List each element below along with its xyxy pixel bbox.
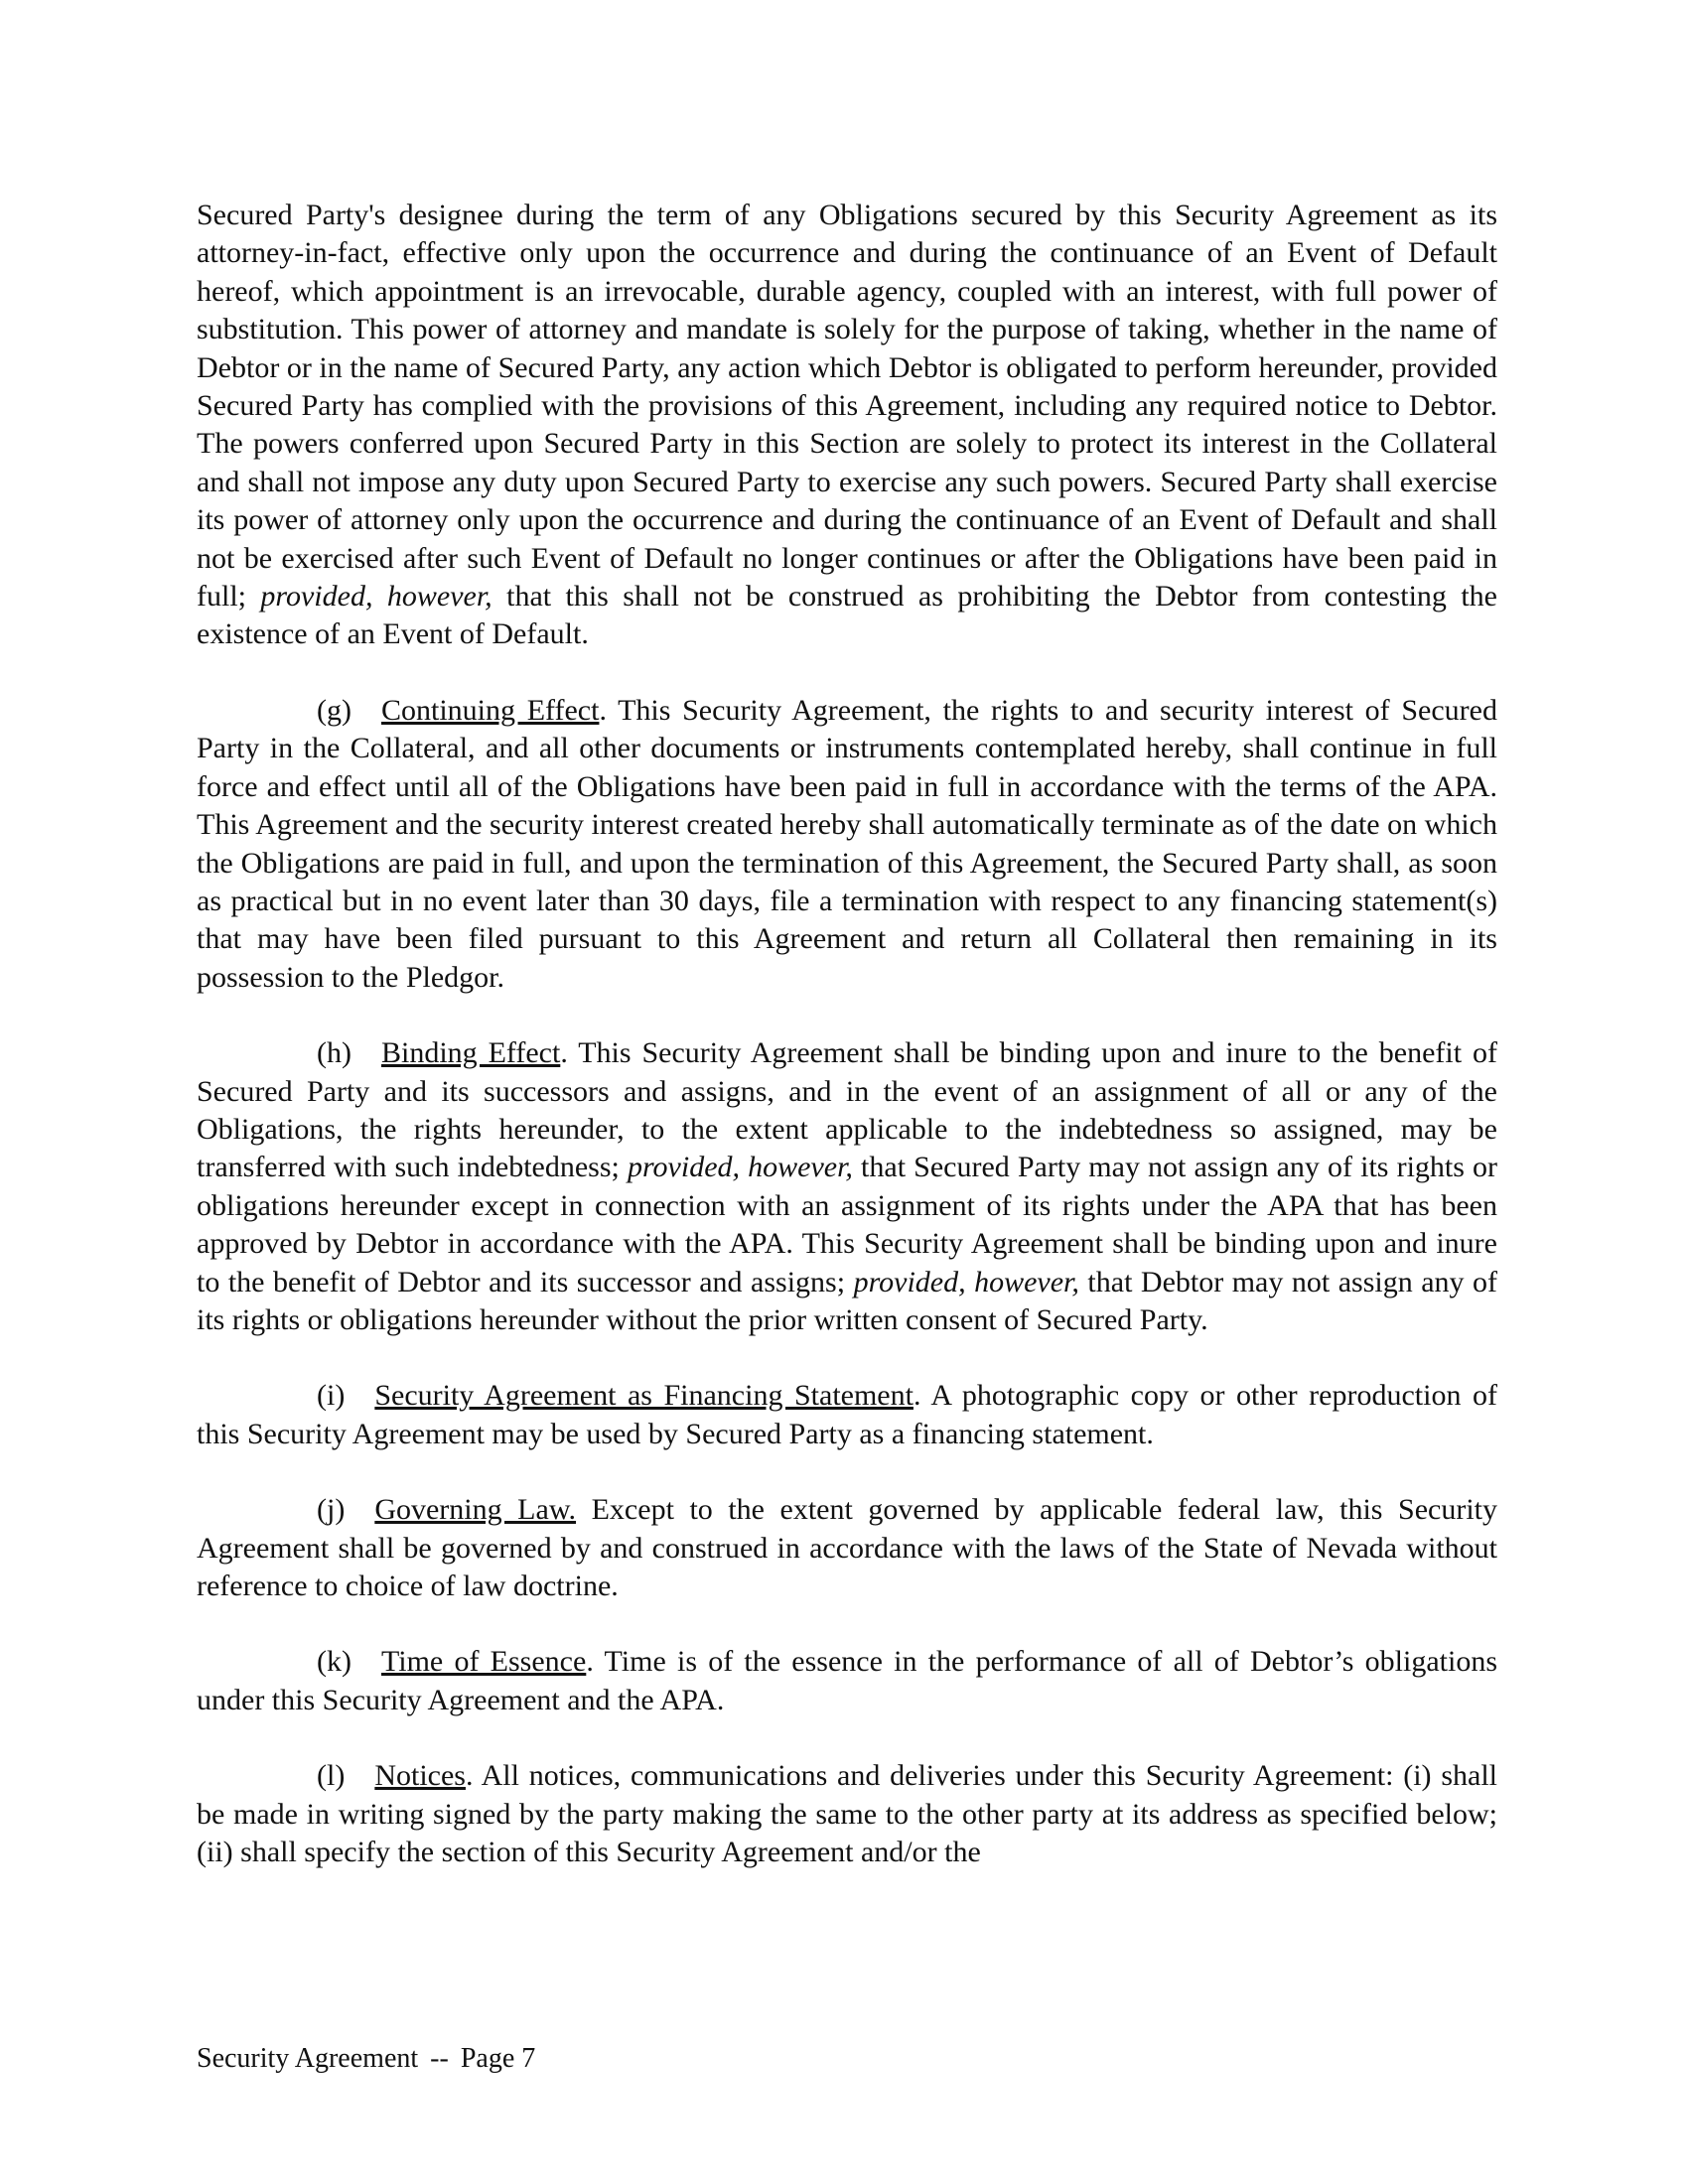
section-k: (k) Time of Essence. Time is of the essence in the performance of all of Debtor’s obligations under this Security Agreement and the APA. [197,1645,1497,1716]
section-l: (l) Notices. All notices, communications and deliveries under this Security Agreement: (i) shall be made in writing signed by the party making the same to the other party at its address as specified below; (ii) shall specify the section of this Security Agreement and/or the [197,1759,1497,1869]
section-heading: Binding Effect [380,1036,561,1070]
paragraph-power-of-attorney [197,197,1497,654]
section-g: (g) Continuing Effect. This Security Agreement, the rights to and security interest of Secured Party in the Collateral, and all other documents or instruments contemplated hereby, shall continue in full force and effect until all of the Obligations have been paid in full in accordance with the terms of the APA. This Agreement and the security interest created hereby shall automatically terminate as of the date on which the Obligations are paid in full, and upon the termination of this Agreement, the Secured Party shall, as soon as practical but in no event later than 30 days, file a termination with respect to any financing statement(s) that may have been filed pursuant to this Agreement and return all Collateral then remaining in its possession to the Pledgor. [197,693,1497,994]
section-heading: Security Agreement as Financing Statement [374,1379,914,1413]
footer-title: Security Agreement [197,2043,419,2074]
footer-page-number: Page 7 [460,2043,536,2074]
section-label: (k) [317,1645,352,1679]
section-text: This Security Agreement, the rights to and security interest of Secured Party in the Collateral, and all other documents or instruments contemplated hereby, shall continue in full force and effect until all of the Obligations have been paid in full in accordance with the terms of the APA. This Agreement and the security interest created hereby shall automatically terminate as of the date on which the Obligations are paid in full, and upon the termination of this Agreement, the Secured Party shall, as soon as practical but in no event later than 30 days, file a termination with respect to any financing statement(s) that may have been filed pursuant to this Agreement and return all Collateral then remaining in its possession to the Pledgor. [197,693,1497,994]
section-i: (i) Security Agreement as Financing Statement. A photographic copy or other reproduction of this Security Agreement may be used by Secured Party as a financing statement. [197,1379,1497,1450]
italic-proviso: provided, however, [627,1151,853,1184]
paragraph-text: Secured Party's designee during the term of any Obligations secured by this Security Agreement as its attorney-in-fact, effective only upon the occurrence and during the continuance of an Event of Default hereof, which appointment is an irrevocable, durable agency, coupled with an interest, with full power of substitution. This power of attorney and mandate is solely for the purpose of taking, whether in the name of Debtor or in the name of Secured Party, any action which Debtor is obligated to perform hereunder, provided Secured Party has complied with the provisions of this Agreement, including any required notice to Debtor. The powers conferred upon Secured Party in this Section are solely to protect its interest in the Collateral and shall not impose any duty upon Secured Party to exercise any such powers. Secured Party shall exercise its power of attorney only upon the occurrence and during the continuance of an Event of Default and shall not be exercised after such Event of Default no longer continues or after the Obligations have been paid in full; [197,199,1497,614]
section-label: (h) [317,1036,352,1070]
section-text: A photographic copy or other reproduction of this Security Agreement may be used by Secured Party as a financing statement. [197,1379,1497,1450]
section-text: All notices, communications and deliveries under this Security Agreement: (i) shall be made in writing signed by the party making the same to the other party at its address as specified below; (ii) shall specify the section of this Security Agreement and/or the [197,1759,1497,1869]
italic-proviso: provided, however, [260,580,492,614]
section-h: (h) Binding Effect. This Security Agreement shall be binding upon and inure to the benefit of Secured Party and its successors and assigns, and in the event of an assignment of all or any of the Obligations, the rights hereunder, to the extent applicable to the indebtedness so assigned, may be transferred with such indebtedness; provided, however, that Secured Party may not assign any of its rights or obligations hereunder except in connection with an assignment of its rights under the APA that has been approved by Debtor in accordance with the APA. This Security Agreement shall be binding upon and inure to the benefit of Debtor and its successor and assigns; provided, however, that Debtor may not assign any of its rights or obligations hereunder without the prior written consent of Secured Party. [197,1036,1498,1336]
section-heading: Continuing Effect [380,693,600,727]
italic-proviso: provided, however, [853,1265,1079,1298]
footer-separator: -- [430,2043,449,2074]
section-label: (i) [317,1379,346,1413]
section-label: (g) [317,693,352,727]
document-body [197,197,1497,1871]
section-text: This Security Agreement shall be binding upon and inure to the benefit of Secured Party and its successors and assigns, and in the event of an assignment of all or any of the Obligations, the rights hereunder, to the extent applicable to the indebtedness so assigned, may be transferred with such indebtedness; [197,1036,1497,1184]
section-j [197,1491,1497,1605]
paragraph-text: that this shall not be construed as prohibiting the Debtor from contesting the existence of an Event of Default. [197,580,1497,651]
section-text: that Secured Party may not assign any of its rights or obligations hereunder except in connection with an assignment of its rights under the APA that has been approved by Debtor in accordance with the APA. This Security Agreement shall be binding upon and inure to the benefit of Debtor and its successor and assigns; [197,1151,1498,1298]
section-heading: Time of Essence [380,1645,587,1679]
page-footer [197,2043,535,2075]
section-text: Except to the extent governed by applicable federal law, this Security Agreement shall be governed by and construed in accordance with the laws of the State of Nevada without reference to choice of law doctrine. [197,1493,1498,1602]
section-heading: Notices [374,1759,466,1793]
section-text: Time is of the essence in the performance of all of Debtor’s obligations under this Security Agreement and the APA. [197,1645,1497,1716]
section-label: (j) [317,1493,346,1527]
section-text: that Debtor may not assign any of its rights or obligations hereunder without the prior written consent of Secured Party. [197,1265,1498,1336]
section-label: (l) [317,1759,346,1793]
section-heading: Governing Law. [374,1493,577,1527]
